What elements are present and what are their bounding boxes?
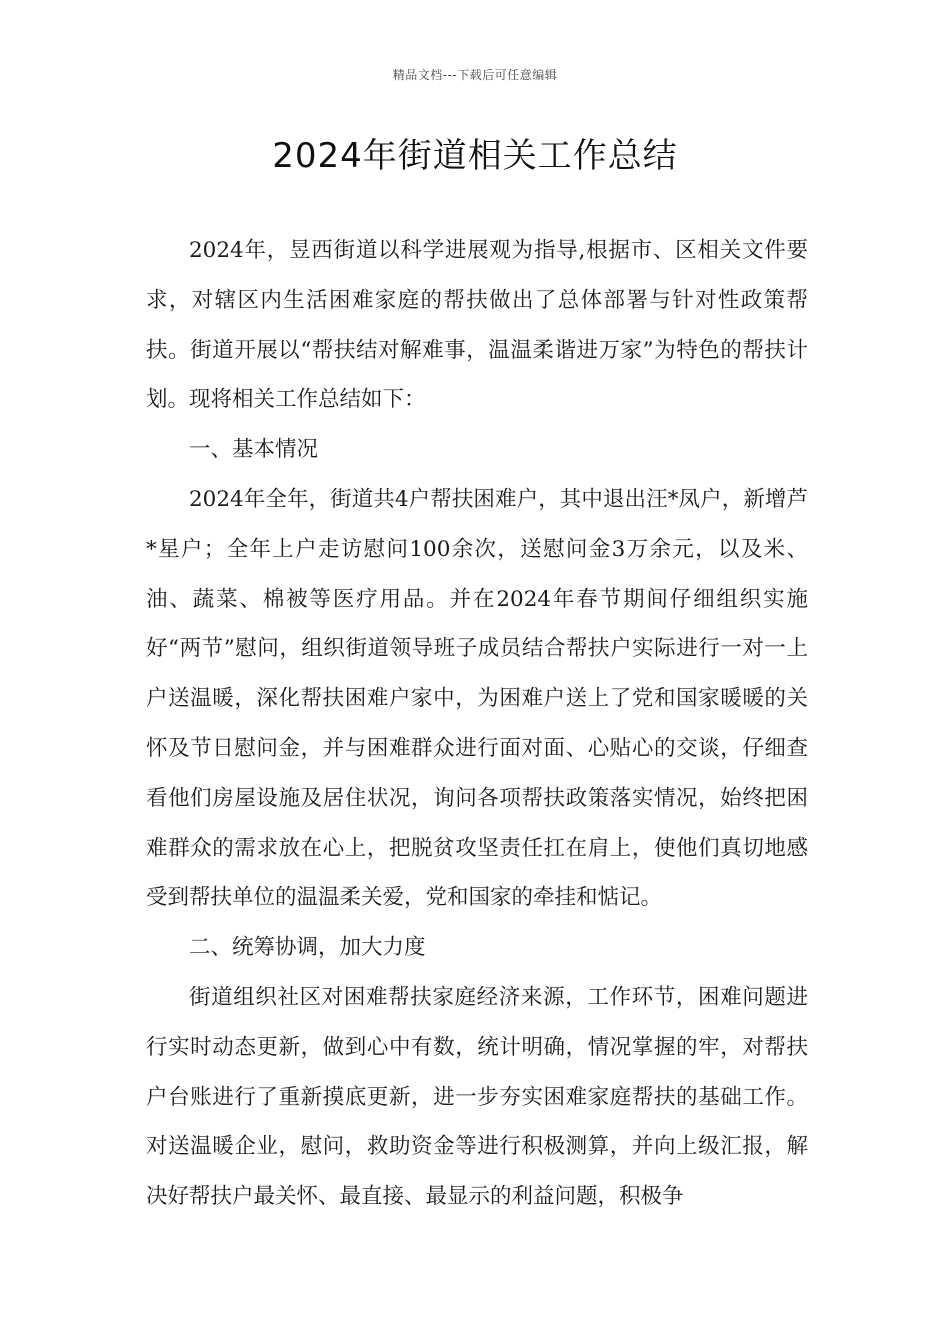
paragraph-intro: 2024年，昱西街道以科学进展观为指导,根据市、区相关文件要求，对辖区内生活困难家庭的帮扶做出了总体部署与针对性政策帮扶。街道开展以“帮扶结对解难事，温温柔谐进万家”为特色的帮扶计划。现将相关工作总结如下： — [146, 238, 808, 413]
section-heading-basic: 一、基本情况 — [189, 437, 319, 463]
paragraph-coordination: 街道组织社区对困难帮扶家庭经济来源，工作环节，困难问题进行实时动态更新，做到心中有数，统计明确，情况掌握的牢，对帮扶户台账进行了重新摸底更新，进一步夯实困难家庭帮扶的基础工作。对送温暖企业，慰问，救助资金等进行积极测算，并向上级汇报，解决好帮扶户最关怀、最直接、最显示的利益问题，积极争 — [146, 984, 808, 1210]
header-note: 精品文档---下载后可任意编辑 — [392, 68, 558, 82]
document-body — [146, 226, 808, 1222]
document-title: 2024年街道相关工作总结 — [272, 136, 678, 176]
section-heading-coordination: 二、统筹协调，加大力度 — [189, 935, 426, 961]
paragraph-basic-situation: 2024年全年，街道共4户帮扶困难户，其中退出汪*凤户，新增芦*星户；全年上户走访慰问100余次，送慰问金3万余元，以及米、油、蔬菜、棉被等医疗用品。并在2024年春节期间仔细组织实施好“两节”慰问，组织街道领导班子成员结合帮扶户实际进行一对一上户送温暖，深化帮扶困难户家中，为困难户送上了党和国家暖暖的关怀及节日慰问金，并与困难群众进行面对面、心贴心的交谈，仔细查看他们房屋设施及居住状况，询问各项帮扶政策落实情况，始终把困难群众的需求放在心上，把脱贫攻坚责任扛在肩上，使他们真切地感受到帮扶单位的温温柔关爱，党和国家的牵挂和惦记。 — [146, 486, 808, 911]
